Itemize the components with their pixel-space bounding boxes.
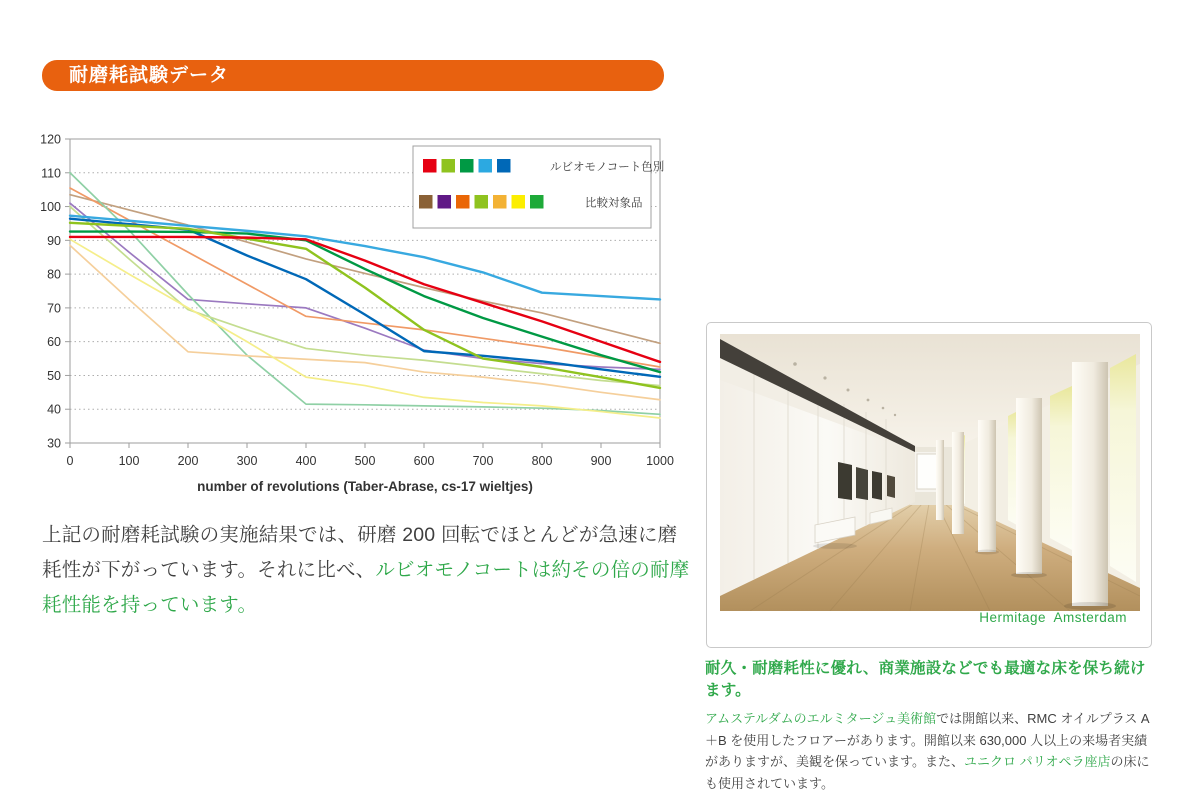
abrasion-line-chart bbox=[30, 128, 710, 500]
x-tick-label: 100 bbox=[118, 454, 140, 468]
legend-swatch bbox=[442, 159, 456, 173]
y-tick-label: 120 bbox=[40, 132, 61, 147]
y-tick-label: 30 bbox=[47, 436, 61, 451]
series-line-rubio bbox=[70, 219, 660, 377]
legend-box bbox=[413, 146, 651, 228]
hallway-photo-illustration bbox=[720, 334, 1140, 611]
legend-swatch bbox=[419, 195, 433, 209]
series-line-comparison bbox=[70, 207, 660, 386]
legend-swatch bbox=[456, 195, 470, 209]
y-tick-label: 90 bbox=[47, 233, 61, 248]
x-tick-label: 0 bbox=[66, 454, 74, 468]
legend bbox=[413, 146, 664, 228]
legend-label: ルビオモノコート色別 bbox=[550, 161, 665, 174]
legend-swatch bbox=[512, 195, 526, 209]
y-tick-label: 80 bbox=[47, 267, 61, 282]
usage-note bbox=[705, 656, 1157, 794]
legend-swatch bbox=[479, 159, 493, 173]
summary-text: 上記の耐磨耗試験の実施結果では、研磨 200 回転でほとんどが急速に磨耗性が下がっています。それに比べ、 bbox=[42, 524, 678, 581]
usage-note-text-end: の床にも使用されています。 bbox=[705, 754, 1150, 791]
section-title: 耐磨耗試験データ bbox=[69, 65, 230, 86]
photo-caption: Hermitage Amsterdam bbox=[979, 610, 1127, 625]
series-line-rubio bbox=[70, 237, 660, 362]
usage-note-text: では開館以来、RMC オイルプラス A＋B を使用したフロアーがあります。開館以来 630,000 人以上の来場者実績がありますが、美観を保っています。また、 bbox=[705, 711, 1150, 769]
legend-swatch bbox=[438, 195, 452, 209]
usage-note-link-museum: アムステルダムのエルミタージュ美術館 bbox=[705, 711, 937, 726]
section-title-banner bbox=[42, 60, 664, 91]
x-tick-label: 200 bbox=[177, 454, 199, 468]
legend-swatch bbox=[475, 195, 489, 209]
hallway-photo bbox=[720, 334, 1140, 611]
x-axis-title: number of revolutions (Taber-Abrase, cs-17 wieltjes) bbox=[197, 479, 533, 494]
y-tick-label: 70 bbox=[47, 301, 61, 316]
summary-text-highlight: ルビオモノコートは約その倍の耐摩耗性能を持っています。 bbox=[42, 559, 690, 616]
y-tick-label: 110 bbox=[41, 166, 61, 181]
legend-swatch bbox=[493, 195, 507, 209]
x-tick-label: 400 bbox=[295, 454, 317, 468]
y-tick-label: 50 bbox=[47, 368, 61, 383]
x-tick-label: 1000 bbox=[646, 454, 674, 468]
y-tick-label: 100 bbox=[40, 200, 61, 215]
usage-note-heading: 耐久・耐磨耗性に優れ、商業施設などでも最適な床を保ち続けます。 bbox=[705, 660, 1146, 699]
x-tick-label: 500 bbox=[354, 454, 376, 468]
legend-swatch bbox=[460, 159, 474, 173]
usage-note-link-store: ユニクロ パリオペラ座店 bbox=[963, 754, 1111, 769]
usage-note-body bbox=[705, 708, 1157, 794]
legend-label: 比較対象品 bbox=[585, 197, 643, 210]
legend-swatch bbox=[423, 159, 437, 173]
chart-canvas bbox=[30, 128, 710, 500]
x-tick-label: 300 bbox=[236, 454, 258, 468]
photo-card bbox=[706, 322, 1152, 648]
x-tick-label: 800 bbox=[531, 454, 553, 468]
chart-summary-paragraph bbox=[42, 518, 690, 623]
x-tick-label: 700 bbox=[472, 454, 494, 468]
x-tick-label: 900 bbox=[590, 454, 612, 468]
y-tick-label: 40 bbox=[47, 402, 61, 417]
legend-swatch bbox=[530, 195, 544, 209]
legend-swatch bbox=[497, 159, 511, 173]
y-tick-label: 60 bbox=[47, 335, 61, 350]
x-tick-label: 600 bbox=[413, 454, 435, 468]
